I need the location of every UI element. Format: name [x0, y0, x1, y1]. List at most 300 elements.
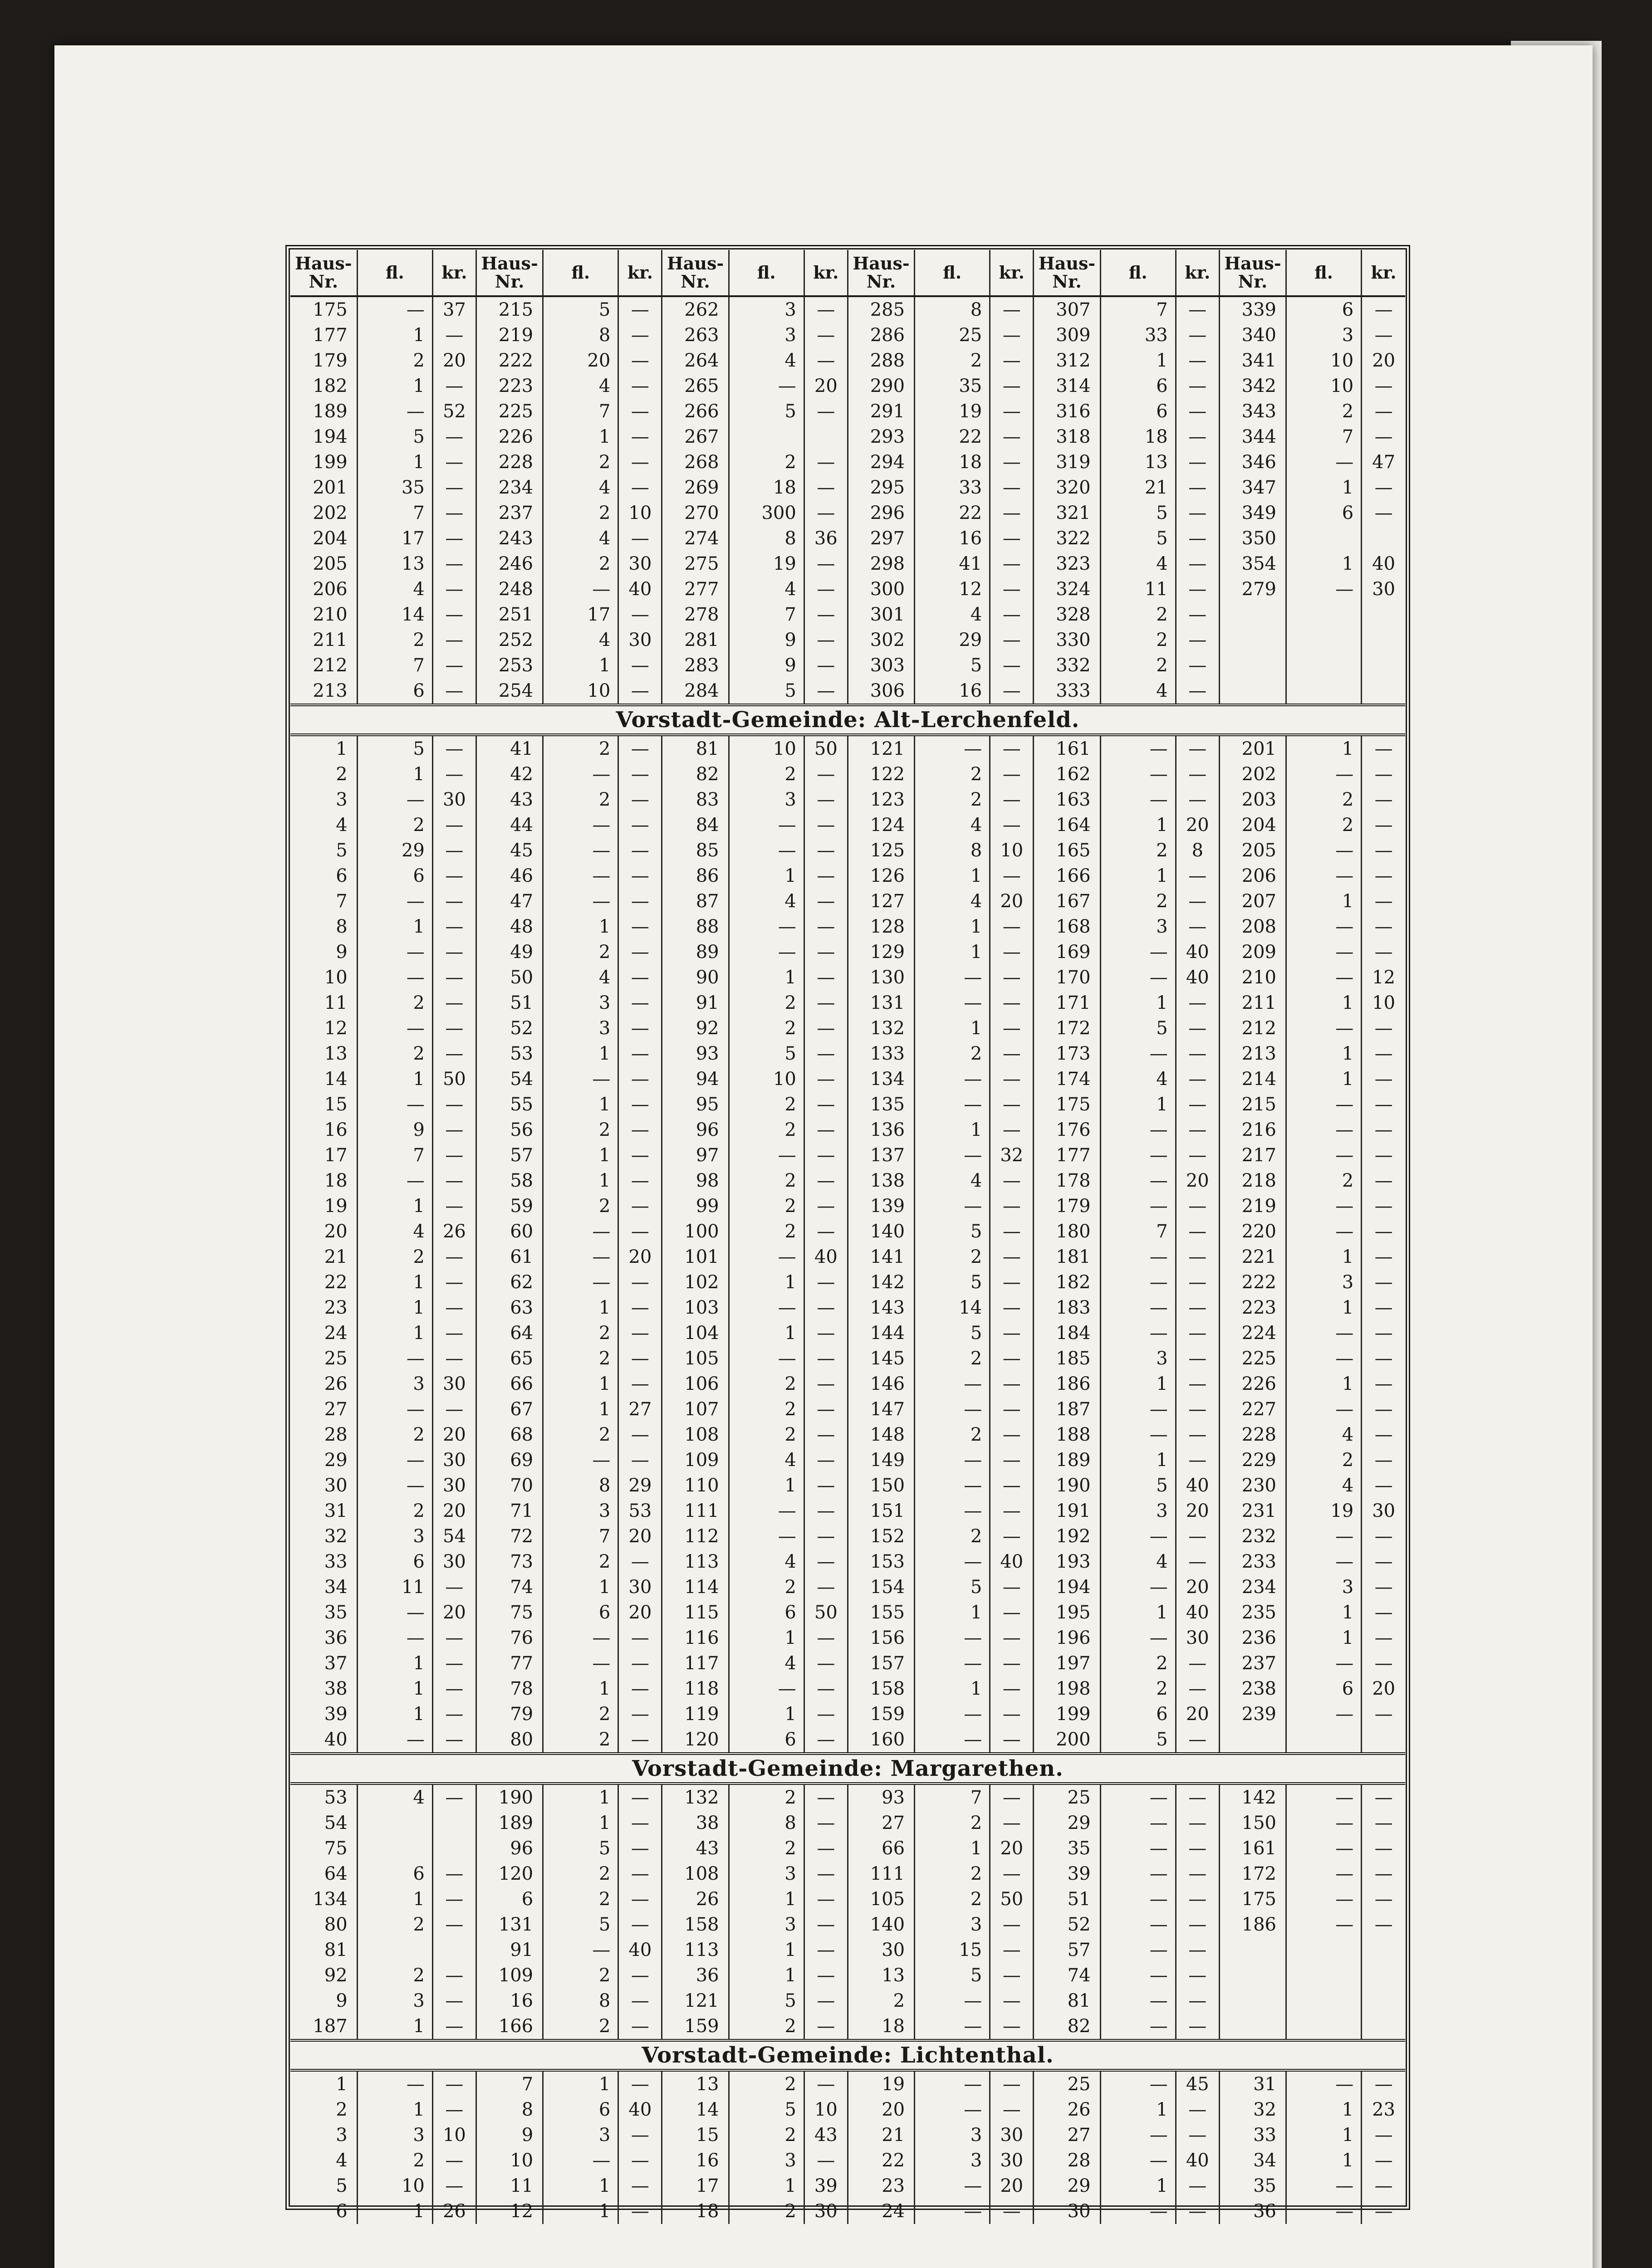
gulden-cell: — [1100, 1912, 1176, 1937]
house-number-cell [1219, 2014, 1286, 2040]
gulden-cell: 4 [1100, 551, 1176, 577]
house-number-cell: 218 [1219, 1168, 1286, 1193]
gulden-cell: — [357, 296, 432, 323]
gulden-cell: 4 [729, 348, 804, 373]
gulden-cell: — [1100, 1143, 1176, 1168]
gulden-cell: 4 [357, 1219, 432, 1244]
house-number-cell: 350 [1219, 526, 1286, 551]
house-number-cell: 114 [662, 1574, 729, 1600]
gulden-cell: 1 [915, 863, 990, 889]
gulden-cell: — [1100, 1574, 1176, 1600]
gulden-cell: 1 [543, 1574, 618, 1600]
kreuzer-cell: — [1374, 1018, 1393, 1039]
gulden-cell: 3 [1100, 1346, 1176, 1371]
house-number-cell: 137 [848, 1143, 914, 1168]
table-row [290, 1422, 1405, 1447]
kreuzer-cell: — [432, 735, 476, 762]
gulden-cell: 15 [915, 1937, 990, 1963]
gulden-cell: 4 [915, 602, 990, 627]
house-number-cell: 135 [848, 1092, 914, 1117]
kreuzer-cell: — [1374, 1374, 1393, 1394]
gulden-cell: 2 [357, 1041, 432, 1066]
house-number-cell: 169 [1034, 939, 1100, 965]
house-number-cell: 309 [1034, 323, 1100, 348]
kreuzer-cell: 10 [990, 838, 1034, 863]
gulden-cell: — [1100, 2122, 1176, 2148]
table-row [290, 2173, 1405, 2199]
house-number-cell: 298 [848, 551, 914, 577]
gulden-cell: — [915, 1727, 990, 1754]
gulden-cell: 19 [729, 551, 804, 577]
gulden-cell: 10 [1286, 373, 1362, 399]
gulden-cell: 4 [543, 373, 618, 399]
kreuzer-cell: — [1374, 1838, 1393, 1859]
house-number-cell: 143 [848, 1295, 914, 1320]
house-number-cell: 290 [848, 373, 914, 399]
house-number-cell: 316 [1034, 399, 1100, 424]
house-number-cell: 294 [848, 450, 914, 475]
kreuzer-cell: 40 [618, 577, 662, 602]
kreuzer-cell: — [618, 787, 662, 812]
table-row [290, 450, 1405, 475]
gulden-cell: 7 [357, 500, 432, 526]
house-number-cell: 64 [476, 1320, 543, 1346]
kreuzer-cell: 30 [432, 1447, 476, 1473]
house-number-cell: 150 [848, 1473, 914, 1498]
house-number-cell: 189 [290, 399, 357, 424]
gulden-cell: — [357, 1016, 432, 1041]
tax-ledger-table [290, 250, 1405, 2224]
gulden-cell: — [915, 1447, 990, 1473]
house-number-cell: 24 [290, 1320, 357, 1346]
kreuzer-cell: — [618, 1549, 662, 1574]
kreuzer-cell: — [804, 914, 848, 939]
kreuzer-cell: — [432, 526, 476, 551]
kreuzer-cell: — [1176, 863, 1219, 889]
table-row [290, 424, 1405, 450]
gulden-cell: 2 [1100, 602, 1176, 627]
kreuzer-cell: — [618, 2148, 662, 2173]
house-number-cell: 99 [662, 1193, 729, 1219]
kreuzer-cell: — [432, 1397, 476, 1422]
kreuzer-cell: — [618, 812, 662, 838]
gulden-cell: 6 [729, 1727, 804, 1754]
house-number-cell: 347 [1219, 475, 1286, 500]
kreuzer-cell: — [618, 653, 662, 678]
house-number-cell: 131 [848, 990, 914, 1016]
kreuzer-cell: — [990, 1295, 1034, 1320]
house-number-cell: 33 [1219, 2122, 1286, 2148]
kreuzer-cell: — [618, 889, 662, 914]
gulden-cell: — [1286, 1193, 1362, 1219]
kreuzer-cell [1362, 653, 1405, 678]
house-number-cell: 171 [1034, 990, 1100, 1016]
house-number-cell: 66 [848, 1836, 914, 1861]
house-number-cell: 148 [848, 1422, 914, 1447]
house-number-cell: 66 [476, 1371, 543, 1397]
house-number-cell: 6 [290, 863, 357, 889]
house-number-cell: 43 [662, 1836, 729, 1861]
kreuzer-cell: — [432, 1143, 476, 1168]
house-number-cell: 11 [476, 2173, 543, 2199]
table-row [290, 323, 1405, 348]
house-number-cell: 202 [1219, 762, 1286, 787]
house-number-cell: 264 [662, 348, 729, 373]
section-heading-row [290, 2040, 1405, 2070]
table-row [290, 1784, 1405, 1810]
kreuzer-cell [804, 424, 848, 450]
kreuzer-cell: — [990, 1346, 1034, 1371]
gulden-cell: 2 [1100, 627, 1176, 653]
kreuzer-cell: 20 [1176, 1701, 1219, 1727]
kreuzer-cell: — [432, 373, 476, 399]
house-number-cell: 237 [476, 500, 543, 526]
house-number-cell: 31 [290, 1498, 357, 1524]
kreuzer-cell: — [618, 1016, 662, 1041]
gulden-cell: — [357, 399, 432, 424]
house-number-cell: 194 [1034, 1574, 1100, 1600]
house-number-cell: 198 [1034, 1676, 1100, 1701]
house-number-cell: 92 [662, 1016, 729, 1041]
table-row [290, 1320, 1405, 1346]
house-number-cell: 48 [476, 914, 543, 939]
kreuzer-cell: — [1176, 1270, 1219, 1295]
kreuzer-cell: 30 [1176, 1625, 1219, 1651]
gulden-cell: 6 [357, 1549, 432, 1574]
house-number-cell: 142 [1219, 1784, 1286, 1810]
gulden-cell: — [1286, 914, 1362, 939]
gulden-cell: 2 [1100, 838, 1176, 863]
house-number-cell: 32 [1219, 2097, 1286, 2122]
gulden-cell: — [1100, 2148, 1176, 2173]
gulden-cell: 18 [729, 475, 804, 500]
house-number-cell: 307 [1034, 296, 1100, 323]
table-row [290, 1988, 1405, 2014]
kreuzer-cell: — [1374, 477, 1393, 498]
table-row [290, 1117, 1405, 1143]
gulden-cell: 2 [1286, 787, 1362, 812]
gulden-cell: 33 [1100, 323, 1176, 348]
house-number-cell: 41 [476, 735, 543, 762]
gulden-cell: 2 [543, 1346, 618, 1371]
kreuzer-cell: — [1374, 1043, 1393, 1064]
kreuzer-cell: — [1374, 1069, 1393, 1090]
kreuzer-cell: — [618, 373, 662, 399]
house-number-cell: 279 [1219, 577, 1286, 602]
kreuzer-cell: — [432, 939, 476, 965]
gulden-cell: — [543, 2148, 618, 2173]
kreuzer-cell: — [804, 475, 848, 500]
house-number-cell: 16 [662, 2148, 729, 2173]
gulden-cell: 2 [729, 1219, 804, 1244]
table-row [290, 1912, 1405, 1937]
kreuzer-cell: — [804, 990, 848, 1016]
gulden-cell: 1 [357, 2199, 432, 2224]
kreuzer-cell: — [432, 1963, 476, 1988]
house-number-cell: 207 [1219, 889, 1286, 914]
house-number-cell: 275 [662, 551, 729, 577]
table-row [290, 2122, 1405, 2148]
kreuzer-cell: — [804, 1143, 848, 1168]
gulden-cell: 2 [543, 735, 618, 762]
gulden-cell: 1 [357, 323, 432, 348]
gulden-cell: 8 [729, 526, 804, 551]
house-number-cell: 26 [662, 1887, 729, 1912]
kreuzer-cell: — [618, 965, 662, 990]
gulden-cell: 5 [915, 1574, 990, 1600]
gulden-cell: — [357, 939, 432, 965]
kreuzer-cell: — [618, 1836, 662, 1861]
kreuzer-cell: — [618, 1371, 662, 1397]
house-number-cell: 4 [290, 812, 357, 838]
house-number-cell: 29 [1034, 2173, 1100, 2199]
house-number-cell: 213 [1219, 1041, 1286, 1066]
gulden-cell: 1 [1286, 2148, 1362, 2173]
gulden-cell: 14 [357, 602, 432, 627]
kreuzer-cell: — [1374, 1323, 1393, 1344]
house-number-cell [1219, 678, 1286, 705]
gulden-cell: 1 [543, 653, 618, 678]
gulden-cell: 2 [543, 551, 618, 577]
kreuzer-cell: — [618, 323, 662, 348]
kreuzer-cell: — [432, 475, 476, 500]
kreuzer-cell: 52 [432, 399, 476, 424]
kreuzer-cell: — [1176, 1193, 1219, 1219]
kreuzer-cell: — [990, 450, 1034, 475]
house-number-cell: 201 [290, 475, 357, 500]
house-number-cell: 142 [848, 1270, 914, 1295]
gulden-cell: 6 [1286, 1676, 1362, 1701]
gulden-cell: 5 [915, 1963, 990, 1988]
gulden-cell: 2 [915, 1422, 990, 1447]
kreuzer-cell: — [618, 1168, 662, 1193]
house-number-cell: 333 [1034, 678, 1100, 705]
house-number-cell: 81 [662, 735, 729, 762]
kreuzer-cell: — [1374, 891, 1393, 912]
kreuzer-cell: — [1176, 1810, 1219, 1836]
kreuzer-cell: — [804, 1625, 848, 1651]
kreuzer-cell: — [990, 914, 1034, 939]
kreuzer-cell: 40 [1176, 965, 1219, 990]
kreuzer-cell: — [804, 787, 848, 812]
kreuzer-cell: — [1176, 1836, 1219, 1861]
gulden-cell: 6 [357, 1861, 432, 1887]
table-row [290, 1371, 1405, 1397]
gulden-cell: 4 [1100, 1549, 1176, 1574]
gulden-cell: 3 [1286, 1574, 1362, 1600]
gulden-cell [357, 1937, 432, 1963]
table-row [290, 812, 1405, 838]
house-number-cell: 332 [1034, 653, 1100, 678]
gulden-cell: 4 [1286, 1473, 1362, 1498]
house-number-cell: 186 [1219, 1912, 1286, 1937]
house-number-cell: 214 [1219, 1066, 1286, 1092]
gulden-cell: 6 [1100, 373, 1176, 399]
house-number-cell: 267 [662, 424, 729, 450]
gulden-cell: — [1286, 1836, 1362, 1861]
house-number-cell: 167 [1034, 889, 1100, 914]
house-number-cell: 82 [662, 762, 729, 787]
house-number-cell: 209 [1219, 939, 1286, 965]
gulden-cell: 5 [915, 1320, 990, 1346]
house-number-cell: 212 [290, 653, 357, 678]
gulden-cell: — [357, 2070, 432, 2097]
house-number-cell: 201 [1219, 735, 1286, 762]
kreuzer-cell: — [1374, 1170, 1393, 1191]
house-number-cell: 9 [290, 1988, 357, 2014]
house-number-cell: 166 [1034, 863, 1100, 889]
house-number-cell: 194 [290, 424, 357, 450]
kreuzer-cell: — [432, 1041, 476, 1066]
kreuzer-cell: — [1374, 1399, 1393, 1420]
kreuzer-cell: — [804, 1836, 848, 1861]
kreuzer-cell: — [1176, 2122, 1219, 2148]
gulden-cell: 2 [1100, 889, 1176, 914]
gulden-cell: 7 [729, 602, 804, 627]
house-number-cell: 322 [1034, 526, 1100, 551]
kreuzer-cell: 20 [432, 1498, 476, 1524]
gulden-cell: 1 [543, 1397, 618, 1422]
gulden-cell: 4 [729, 1651, 804, 1676]
house-number-cell: 199 [1034, 1701, 1100, 1727]
kreuzer-cell: — [432, 1727, 476, 1754]
kreuzer-cell: — [618, 1219, 662, 1244]
kreuzer-cell: — [1374, 1297, 1393, 1318]
kreuzer-cell: — [1176, 1244, 1219, 1270]
gulden-cell: 2 [729, 1397, 804, 1422]
kreuzer-cell: — [1176, 1371, 1219, 1397]
table-row [290, 1244, 1405, 1270]
gulden-cell: 6 [729, 1600, 804, 1625]
gulden-cell: 2 [357, 1244, 432, 1270]
house-number-cell: 115 [662, 1600, 729, 1625]
house-number-cell: 2 [290, 2097, 357, 2122]
gulden-cell: — [915, 1092, 990, 1117]
house-number-cell: 18 [848, 2014, 914, 2040]
kreuzer-cell: — [804, 939, 848, 965]
kreuzer-cell: — [1176, 1784, 1219, 1810]
house-number-cell: 153 [848, 1549, 914, 1574]
gulden-cell: 4 [543, 627, 618, 653]
kreuzer-cell: — [1374, 1348, 1393, 1369]
house-number-cell: 274 [662, 526, 729, 551]
kreuzer-cell: — [804, 323, 848, 348]
gulden-cell: 4 [729, 577, 804, 602]
gulden-cell: 19 [915, 399, 990, 424]
gulden-cell [1286, 627, 1362, 653]
gulden-cell: 6 [357, 678, 432, 705]
house-number-cell: 16 [476, 1988, 543, 2014]
gulden-cell: — [1286, 1320, 1362, 1346]
kreuzer-cell: — [990, 551, 1034, 577]
gulden-cell: 2 [729, 1574, 804, 1600]
kreuzer-cell: 30 [1372, 579, 1396, 600]
house-number-cell [1219, 1963, 1286, 1988]
house-number-cell: 35 [1034, 1836, 1100, 1861]
gulden-cell: 1 [543, 424, 618, 450]
house-number-cell: 132 [848, 1016, 914, 1041]
house-number-cell: 61 [476, 1244, 543, 1270]
gulden-cell: 2 [1100, 1676, 1176, 1701]
gulden-cell: — [1100, 1041, 1176, 1066]
house-number-cell: 111 [848, 1861, 914, 1887]
kreuzer-cell: — [618, 399, 662, 424]
house-number-cell: 145 [848, 1346, 914, 1371]
house-number-cell: 82 [1034, 2014, 1100, 2040]
house-number-cell: 12 [290, 1016, 357, 1041]
gulden-cell: — [357, 1625, 432, 1651]
table-row [290, 787, 1405, 812]
table-row [290, 373, 1405, 399]
gulden-cell: 3 [729, 1912, 804, 1937]
house-number-cell: 56 [476, 1117, 543, 1143]
house-number-cell: 93 [662, 1041, 729, 1066]
kreuzer-cell: — [1374, 2175, 1393, 2196]
kreuzer-cell: — [1176, 551, 1219, 577]
kreuzer-cell: — [804, 2014, 848, 2040]
kreuzer-cell: — [990, 1651, 1034, 1676]
kreuzer-cell: — [1374, 1787, 1393, 1808]
gulden-cell: 2 [1100, 1651, 1176, 1676]
table-row [290, 678, 1405, 705]
column-header: fl. [1286, 250, 1362, 296]
gulden-cell: 8 [543, 323, 618, 348]
table-row [290, 1963, 1405, 1988]
house-number-cell: 222 [476, 348, 543, 373]
table-row [290, 1397, 1405, 1422]
gulden-cell: 8 [543, 1473, 618, 1498]
kreuzer-cell: 10 [432, 2122, 476, 2148]
kreuzer-cell: 36 [804, 526, 848, 551]
table-row [290, 939, 1405, 965]
gulden-cell: 18 [915, 450, 990, 475]
gulden-cell [1286, 1963, 1362, 1988]
house-number-cell: 140 [848, 1912, 914, 1937]
house-number-cell: 204 [290, 526, 357, 551]
kreuzer-cell: — [1176, 348, 1219, 373]
gulden-cell: 1 [915, 1600, 990, 1625]
gulden-cell: 1 [543, 1041, 618, 1066]
house-number-cell: 112 [662, 1524, 729, 1549]
house-number-cell: 324 [1034, 577, 1100, 602]
house-number-cell: 223 [476, 373, 543, 399]
house-number-cell: 34 [290, 1574, 357, 1600]
table-row [290, 348, 1405, 373]
house-number-cell: 22 [290, 1270, 357, 1295]
house-number-cell: 26 [290, 1371, 357, 1397]
gulden-cell: 4 [543, 965, 618, 990]
gulden-cell: 22 [915, 500, 990, 526]
house-number-cell: 25 [1034, 1784, 1100, 1810]
gulden-cell: 1 [543, 2070, 618, 2097]
kreuzer-cell: — [804, 1574, 848, 1600]
gulden-cell: 22 [915, 424, 990, 450]
house-number-cell: 79 [476, 1701, 543, 1727]
kreuzer-cell: — [990, 348, 1034, 373]
house-number-cell: 319 [1034, 450, 1100, 475]
kreuzer-cell: — [618, 296, 662, 323]
gulden-cell: 2 [729, 1371, 804, 1397]
gulden-cell: 1 [1286, 1600, 1362, 1625]
column-header: kr. [1362, 250, 1405, 296]
kreuzer-cell: — [1176, 2199, 1219, 2224]
house-number-cell: 95 [662, 1092, 729, 1117]
gulden-cell: — [729, 1244, 804, 1270]
kreuzer-cell: — [804, 889, 848, 914]
house-number-cell: 28 [290, 1422, 357, 1447]
kreuzer-cell: — [804, 863, 848, 889]
gulden-cell: — [1286, 2070, 1362, 2097]
